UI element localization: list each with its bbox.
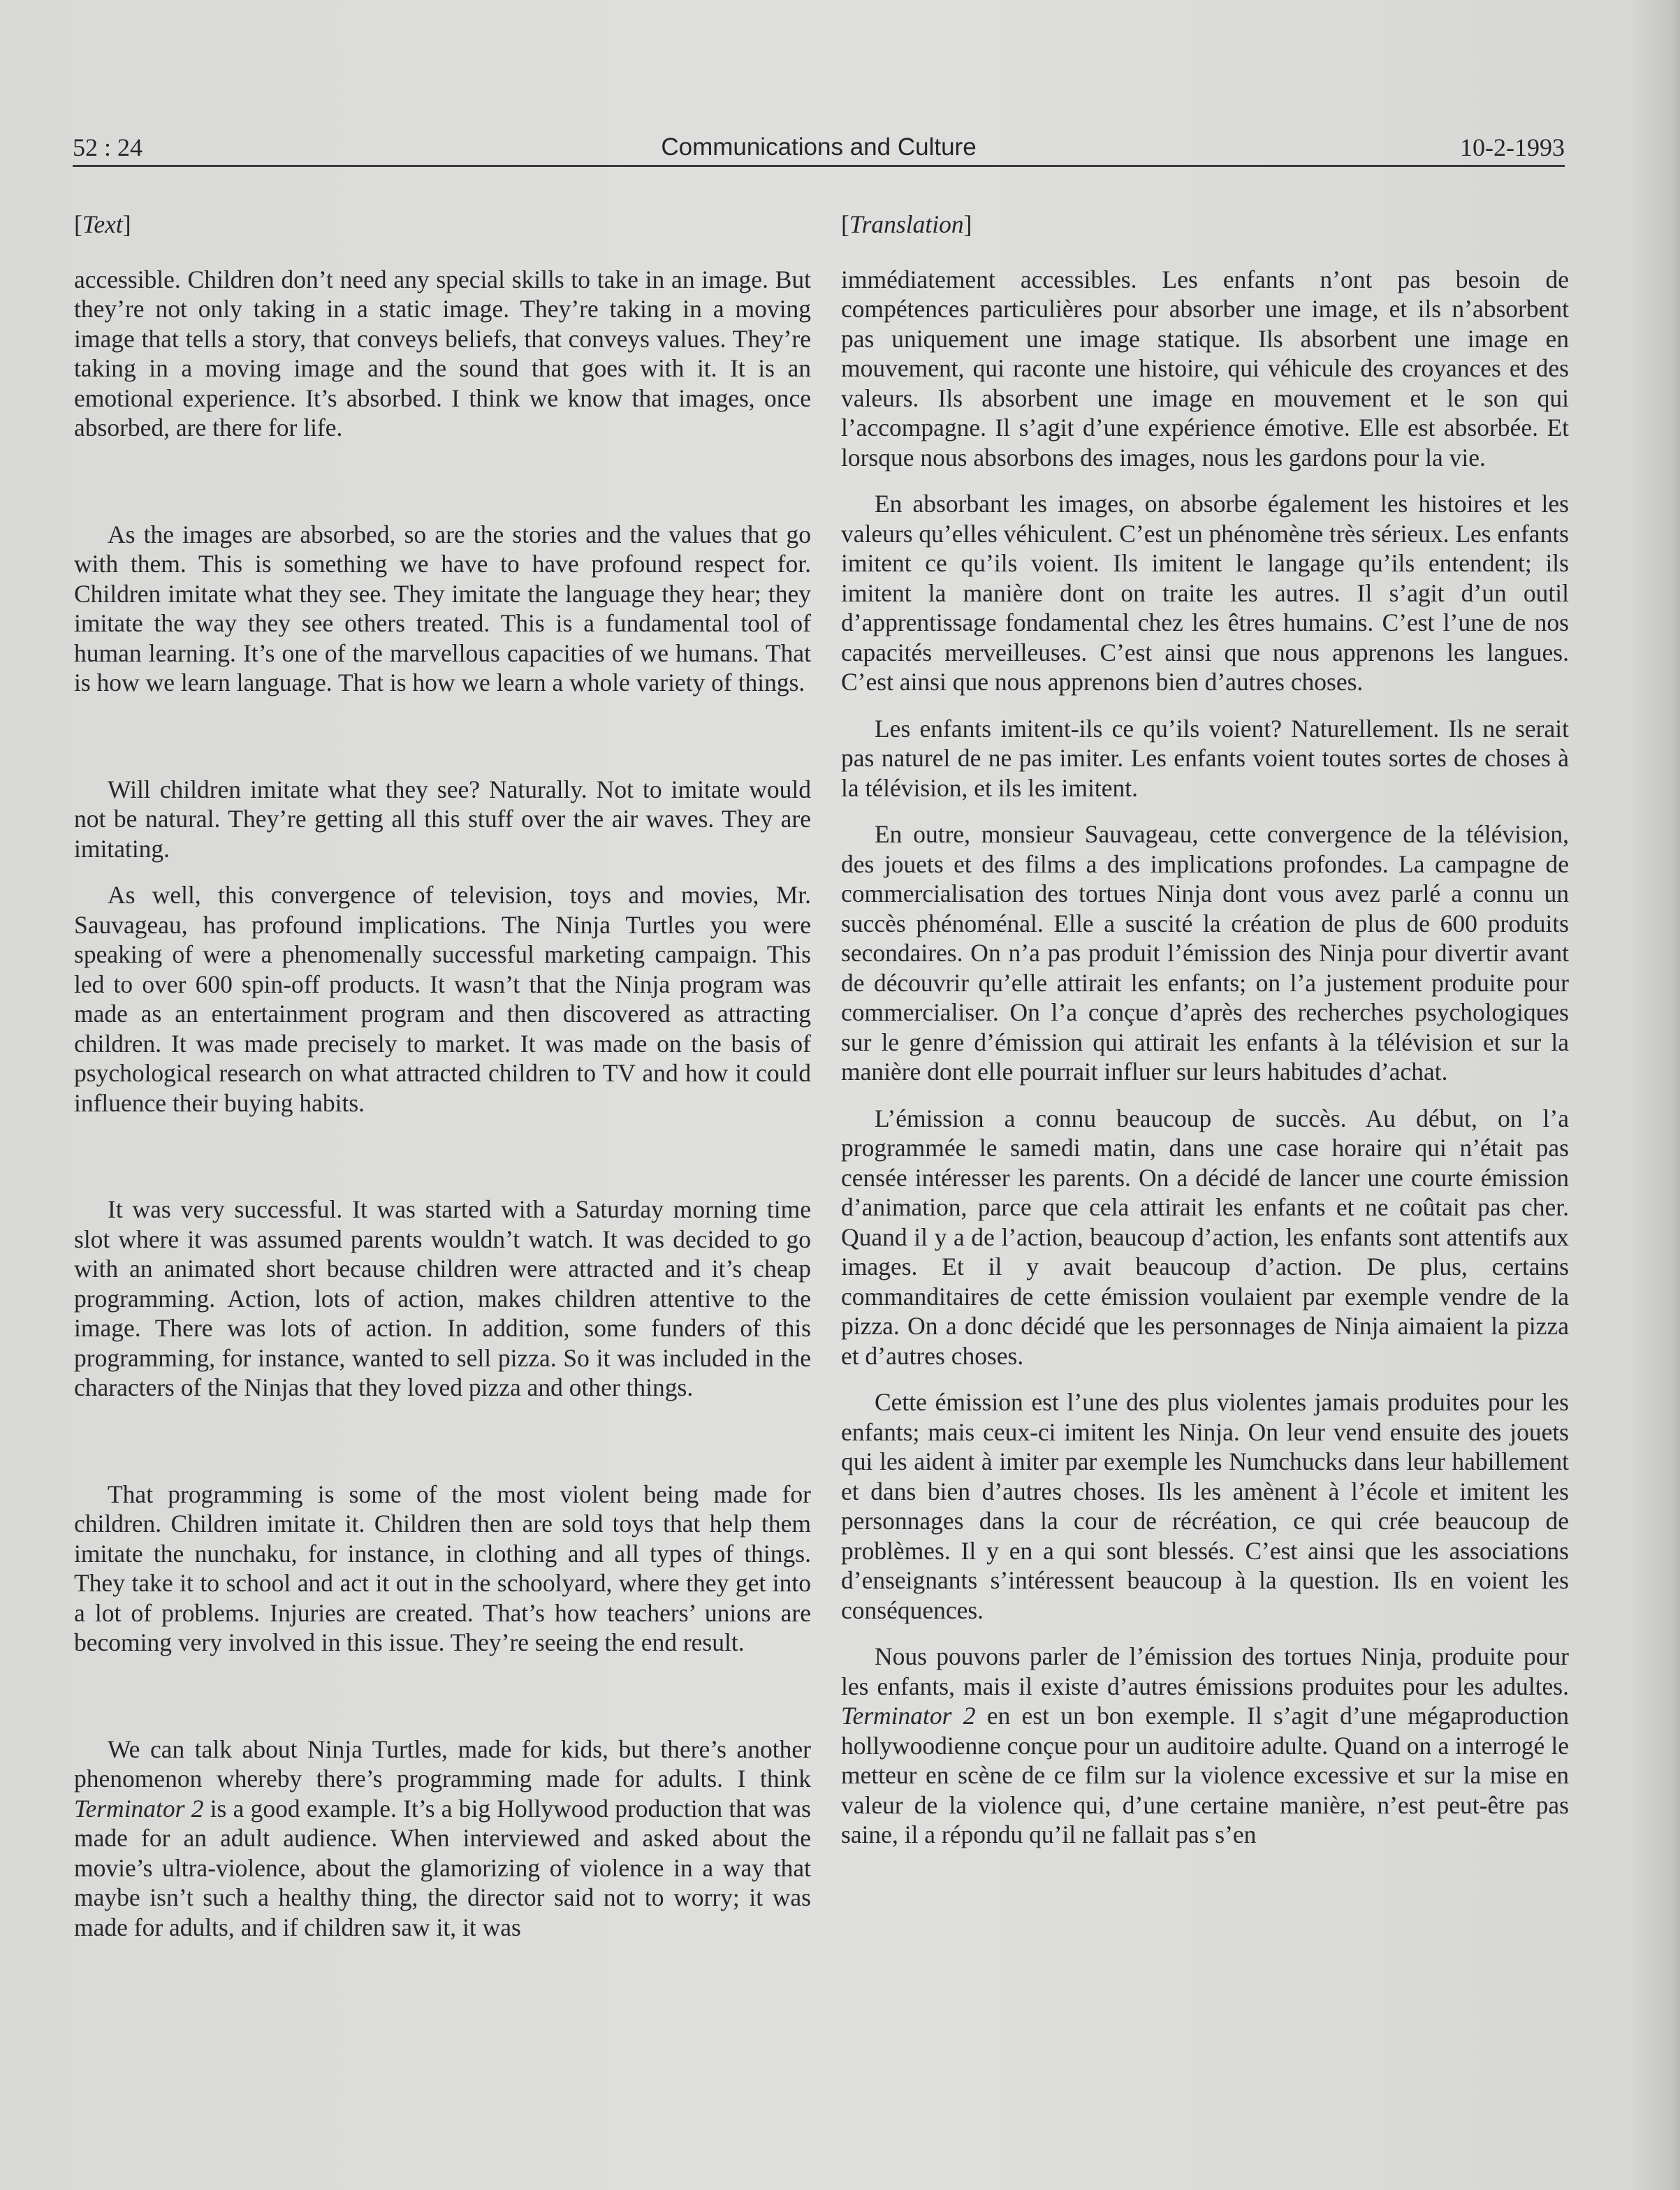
column-label-text: [Text]	[74, 210, 131, 238]
text-paragraph-7: We can talk about Ninja Turtles, made for kids, but there’s another phenomenon whereby there’s programming made for adults. I think Terminator 2 is a good example. It’s a big Hollywood production that was made for an adult audience. When interviewed and asked about the movie’s ultra-violence, about the glamorizing of violence in a way that maybe isn’t such a healthy thing, the director said not to worry; it was made for adults, and if children saw it, it was	[74, 1735, 811, 1941]
translation-paragraph-2: En absorbant les images, on absorbe également les histoires et les valeurs qu’elles véhiculent. C’est un phénomène très sérieux. Les enfants imitent ce qu’ils voient. Ils imitent le langage qu’ils entendent; ils imitent la manière dont on traite les autres. Il s’agit d’un outil d’apprentissage fondamental chez les êtres humains. C’est l’une de nos capacités merveilleuses. C’est ainsi que nous apprenons les langues. C’est ainsi que nous apprenons bien d’autres choses.	[841, 490, 1569, 696]
translation-paragraph-1: immédiatement accessibles. Les enfants n’ont pas besoin de compétences particulières pour absorber une image, et ils n’absorbent pas uniquement une image statique. Ils absorbent une image en mouvement, qui raconte une histoire, qui véhicule des croyances et des valeurs. Ils absorbent une image en mouvement et le son qui l’accompagne. Il s’agit d’une expérience émotive. Elle est absorbée. Et lorsque nous absorbons des images, nous les gardons pour la vie.	[841, 265, 1569, 472]
translation-column	[841, 210, 1569, 1867]
translation-paragraph-5: L’émission a connu beaucoup de succès. Au début, on l’a programmée le samedi matin, dans une case horaire qui n’était pas censée intéresser les parents. On a décidé de lancer une courte émission d’animation, parce que cela attirait les enfants et ne coûtait pas cher. Quand il y a de l’action, beaucoup d’action, les enfants sont attentifs aux images. Et il y avait beaucoup d’action. De plus, certains commanditaires de cette émission voulaient par exemple vendre de la pizza. On a donc décidé que les personnages de Ninja aimaient la pizza et d’autres choses.	[841, 1104, 1569, 1370]
text-paragraph-2: As the images are absorbed, so are the stories and the values that go with them. This is something we have to have profound respect for. Children imitate what they see. They imitate the language they hear; they imitate the way they see others treated. This is a fundamental tool of human learning. It’s one of the marvellous capacities of we humans. That is how we learn language. That is how we learn a whole variety of things.	[74, 520, 811, 696]
column-label-translation: [Translation]	[841, 210, 972, 238]
text-paragraph-4: As well, this convergence of television, toys and movies, Mr. Sauvageau, has profound implications. The Ninja Turtles you were speaking of were a phenomenally successful marketing campaign. This led to over 600 spin-off products. It wasn’t that the Ninja program was made as an entertainment program and then discovered as attracting children. It was made precisely to market. It was made on the basis of psychological research on what attracted children to TV and how it could influence their buying habits.	[74, 881, 811, 1117]
film-title: Terminator 2	[841, 1702, 976, 1730]
text-paragraph-3: Will children imitate what they see? Naturally. Not to imitate would not be natural. They’re getting all this stuff over the air waves. They are imitating.	[74, 775, 811, 863]
translation-paragraph-4: En outre, monsieur Sauvageau, cette convergence de la télévision, des jouets et des films a des implications profondes. La campagne de commercialisation des tortues Ninja dont vous avez parlé a connu un succès phénoménal. Elle a suscité la création de plus de 600 produits secondaires. On n’a pas produit l’émission des Ninja pour divertir avant de découvrir qu’elle attirait les enfants; on l’a justement produite pour commercialiser. On l’a conçue d’après des recherches psychologiques sur le genre d’émission qui attirait les enfants à la télévision et sur la manière dont elle pourrait influer sur leurs habitudes d’achat.	[841, 820, 1569, 1086]
text-paragraph-6: That programming is some of the most violent being made for children. Children imitate it. Children then are sold toys that help them imitate the nunchaku, for instance, in clothing and all types of things. They take it to school and act it out in the schoolyard, where they get into a lot of problems. Injuries are created. That’s how teachers’ unions are becoming very involved in this issue. They’re seeing the end result.	[74, 1480, 811, 1656]
film-title: Terminator 2	[74, 1794, 204, 1823]
text-paragraph-1: accessible. Children don’t need any special skills to take in an image. But they’re not only taking in a static image. They’re taking in a moving image that tells a story, that conveys beliefs, that conveys values. They’re taking in a moving image and the sound that goes with it. It is an emotional experience. It’s absorbed. I think we know that images, once absorbed, are there for life.	[74, 265, 811, 441]
translation-paragraph-7: Nous pouvons parler de l’émission des tortues Ninja, produite pour les enfants, mais il existe d’autres émissions produites pour les adultes. Terminator 2 en est un bon exemple. Il s’agit d’une mégaproduction hollywoodienne conçue pour un auditoire adulte. Quand on a interrogé le metteur en scène de ce film sur la violence excessive et sur la mise en valeur de la violence qui, d’une certaine manière, n’est peut-être pas saine, il a répondu qu’il ne fallait pas s’en	[841, 1642, 1569, 1848]
publication-title: Communications and Culture	[661, 133, 977, 161]
text-column	[74, 210, 811, 1959]
translation-paragraph-3: Les enfants imitent-ils ce qu’ils voient? Naturellement. Ils ne serait pas naturel de ne pas imiter. Les enfants voient toutes sortes de choses à la télévision, et ils les imitent.	[841, 714, 1569, 802]
publication-date: 10-2-1993	[1460, 133, 1565, 161]
translation-paragraph-6: Cette émission est l’une des plus violentes jamais produites pour les enfants; mais ceux-ci imitent les Ninja. On leur vend ensuite des jouets qui les aident à imiter par exemple les Numchucks dans leur habillement et dans bien d’autres choses. Ils les amènent à l’école et imitent les personnages dans la cour de récréation, ce qui crée beaucoup de problèmes. Il y en a qui sont blessés. C’est ainsi que les associations d’enseignants s’intéressent beaucoup à la question. Ils en voient les conséquences.	[841, 1388, 1569, 1624]
text-paragraph-5: It was very successful. It was started with a Saturday morning time slot where it was assumed parents wouldn’t watch. It was decided to go with an animated short because children were attracted and it’s cheap programming. Action, lots of action, makes children attentive to the image. There was lots of action. In addition, some funders of this programming, for instance, wanted to sell pizza. So it was included in the characters of the Ninjas that they loved pizza and other things.	[74, 1195, 811, 1401]
page-header	[73, 130, 1565, 167]
page-number: 52 : 24	[73, 133, 143, 161]
